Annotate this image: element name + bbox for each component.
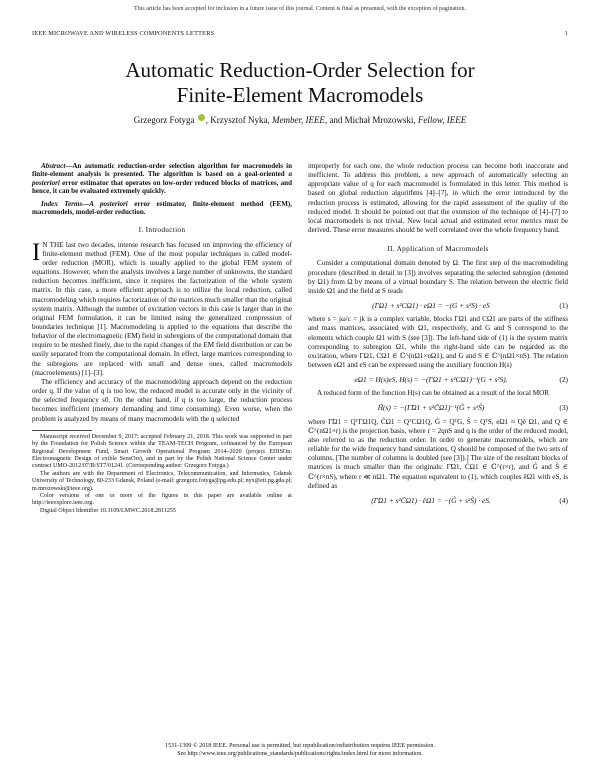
index-terms-dash: — <box>82 199 90 208</box>
author-3-role: Fellow, IEEE <box>417 115 467 125</box>
equation-1 <box>308 301 568 310</box>
right-paragraph-4: A reduced form of the function H(s) can be obtained as a result of the local MOR <box>317 389 549 398</box>
page-number: 1 <box>564 30 568 37</box>
section-heading-application: II. Application of Macromodels <box>387 244 489 254</box>
copyright-line: 1531-1309 © 2018 IEEE. Personal use is permitted, but republication/redistribution requires IEEE permission. <box>165 743 435 749</box>
title-line-2: Finite-Element Macromodels <box>176 83 424 107</box>
equation-4 <box>308 496 568 505</box>
author-2: , Krzysztof Nyka, <box>205 115 272 125</box>
equation-2-body: eΩ1 = H(s)eS, H(s) = −(ΓΩ1 + s²CΩ1)⁻¹(G + s²S). <box>354 375 508 385</box>
equation-1-number: (1) <box>559 301 568 311</box>
author-2-role: Member, IEEE <box>271 115 325 125</box>
abstract-label: Abstract <box>41 162 66 170</box>
footnote-divider <box>32 430 92 431</box>
equation-3 <box>308 403 568 412</box>
equation-3-body: H̃(s) = −(Γ̃Ω1 + s²C̃Ω1)⁻¹(G̃ + s²S̃) <box>377 403 485 413</box>
footnote-affiliation: The authors are with the Department of Electronics, Telecommunication, and Informatics, Gdansk University of Technology, 80-233 Gdansk, Poland (e-mail: grzegorz.fotyga@pg.edu.pl; nyx@eti.pg.gda.pl; m.mrozowski@ieee.org). <box>32 470 292 492</box>
right-paragraph-5: where Γ̃Ω1 = QᵀΓΩ1Q, C̃Ω1 = QᵀCΩ1Q, G̃ = QᵀG, S̃ = QᵀS, eΩ1 ≈ Qẽ Ω1, and Q ∈ ℂ^(nΩ1×r) is the projection basis, where r = 2qnS and q is the order of the reduced model, also referred to as the reduction order. In order to generate macromodels, which are reliable for the wide frequency band simulations, Q should be composed of the two sets of columns. [The number of columns is doubled (see [3]).] The size of the resultant blocks of matrices is much smaller than the originals: Γ̃Ω1, C̃Ω1 ∈ ℂ^(r×r), and G̃ and S̃ ∈ ℂ^(r×nS), where r ≪ nΩ1. The equation equivalent to (1), which couples ẽΩ1 with eS, is defined as <box>308 417 568 490</box>
footnote-color: Color versions of one or more of the figures in this paper are available online at http://ieeexplore.ieee.org. <box>32 492 292 507</box>
orcid-icon[interactable] <box>198 114 205 121</box>
journal-name: IEEE MICROWAVE AND WIRELESS COMPONENTS LETTERS <box>32 30 215 37</box>
right-column <box>308 162 568 510</box>
equation-4-body: (Γ̃Ω1 + s²C̃Ω1) · ẽΩ1 = −(G̃ + s²S̃) · eS. <box>371 495 491 505</box>
index-terms-italic: A posteriori <box>89 199 128 208</box>
title-line-1: Automatic Reduction-Order Selection for <box>125 58 475 82</box>
intro-text-1: N THE last two decades, intense research has focused on improving the efficiency of finite-element method (FEM). One of the most popular techniques is called model-order reduction (MOR), which is usually applied to the global FEM system of equations. However, when the analysis involves a large number of unknowns, the standard reduction becomes inefficient, since it requires the factorization of the whole system matrix. In this case, a more efficient approach is to utilize the local reduction, called macromodeling which requires factorization of the matrices much smaller than the original system matrix. Although the number of excitation vectors in this case is larger than in the original FEM formulation, it can be limited using the generalized compression of boundaries technique [1]. Macromodeling is applied to the equations that describe the behavior of the electromagnetic (EM) field in subregions of the computational domain that require to be meshed finely, due to the rapid changes of the EM field distribution or can be easily separated from the computational domain. In effect, large matrices corresponding to the subregions are replaced with small and dense ones, called macromodels (macroelements) [1]–[3]. <box>32 240 292 377</box>
equation-1-body: (ΓΩ1 + s²CΩ1) · eΩ1 = −(G + s²S) · eS <box>372 301 490 311</box>
footnote-manuscript: Manuscript received December 9, 2017; accepted February 21, 2018. This work was supported in part by the Foundation for Polish Science within the TEAM-TECH Program, cofinanced by the European Regional Development Fund, Smart Growth Operational Program 2014–2020 (project EDISOn: Electromagnetic Design of exible SensOrs), and in part by the Polish National Science Center under contract UMO-2012/07/B/ST7/01241. (Corresponding author: Grzegorz Fotyga.) <box>32 433 292 470</box>
equation-2-number: (2) <box>559 375 568 385</box>
paper-title <box>40 58 560 108</box>
acceptance-notice: This article has been accepted for inclusion in a future issue of this journal. Content is final as presented, with the exception of pagination. <box>134 6 466 12</box>
intro-paragraph-1 <box>32 238 292 378</box>
running-header <box>32 30 568 37</box>
author-1: Grzegorz Fotyga <box>133 115 195 125</box>
section-heading-introduction: I. Introduction <box>138 225 186 235</box>
left-column <box>32 162 292 515</box>
index-terms-label: Index Terms <box>41 199 83 208</box>
author-3: , and Michał Mrozowski, <box>324 115 418 125</box>
abstract-text-2: error estimator that operates on low-order reduced blocks of matrices, and hence, it can be evaluated extremely quickly. <box>32 178 292 196</box>
index-terms-text: error estimator, finite-element method (FEM), macromodels, model-order reduction. <box>32 199 292 217</box>
equation-2 <box>308 375 568 384</box>
copyright-footer <box>0 742 600 758</box>
intro-paragraph-2: The efficiency and accuracy of the macromodeling approach depend on the reduction order q. If the value of q is too low, the reduced model is accurate only in the vicinity of the selected frequency s0. On the other hand, if q is too large, the reduction process becomes inefficient (memory demanding and time consuming). Even worse, when the problem is analyzed by means of many macromodels with the q selected <box>32 377 292 423</box>
abstract <box>32 162 292 196</box>
right-paragraph-3: where s = jω/c = jk is a complex variable, blocks ΓΩ1 and CΩ1 are parts of the stiffness and mass matrices, associated with Ω1, respectively, and G and S correspond to the elements which couple Ω1 with S (see [3]). The left-hand side of (1) is the system matrix corresponding to subregion Ω1, while the right-hand side can be regarded as the excitation, where ΓΩ1, CΩ1 ∈ ℂ^(nΩ1×nΩ1), and G and S ∈ ℂ^(nΩ1×nS). The relation between eΩ1 and eS can be expressed using the auxiliary function H(s) <box>308 315 568 369</box>
right-paragraph-1: improperly for each one, the whole reduction process can become both inaccurate and inefficient. To address this problem, a new approach of automatically selecting an appropriate value of q for each macromodel is formulated in this letter. This method is based on global reduction algorithms [4]–[7], in which the error introduced by the reduction process is estimated, allowing for the rapid assessment of the quality of the reduced model. It should be pointed out that the extension of the technique of [4]–[7] to local macromodels is not trivial. New local actual and estimated error metrics must be derived. These error measures should be well correlated over the whole frequency band. <box>308 162 568 235</box>
footnote-doi: Digital Object Identifier 10.1109/LMWC.2018.2811255 <box>40 507 176 514</box>
footnotes <box>32 434 292 515</box>
index-terms <box>32 200 292 217</box>
equation-3-number: (3) <box>559 403 568 413</box>
author-list <box>30 114 570 125</box>
abstract-text-1: —An automatic reduction-order selection algorithm for macromodels in finite-element analysis is presented. The algorithm is based on a goal-oriented <box>32 162 292 179</box>
rights-link[interactable]: See http://www.ieee.org/publications_standards/publications/rights/index.html for more information. <box>177 751 423 757</box>
abstract-italic: a posteriori <box>32 170 292 187</box>
drop-cap: I <box>32 238 41 266</box>
right-paragraph-2: Consider a computational domain denoted by Ω. The first step of the macromodeling procedure (described in detail in [3]) involves separating the selected subregion (denoted by Ω1) from Ω by means of a virtual boundary S. The relation between the electric field inside Ω1 and the field at S reads <box>308 259 568 295</box>
equation-4-number: (4) <box>559 495 568 505</box>
